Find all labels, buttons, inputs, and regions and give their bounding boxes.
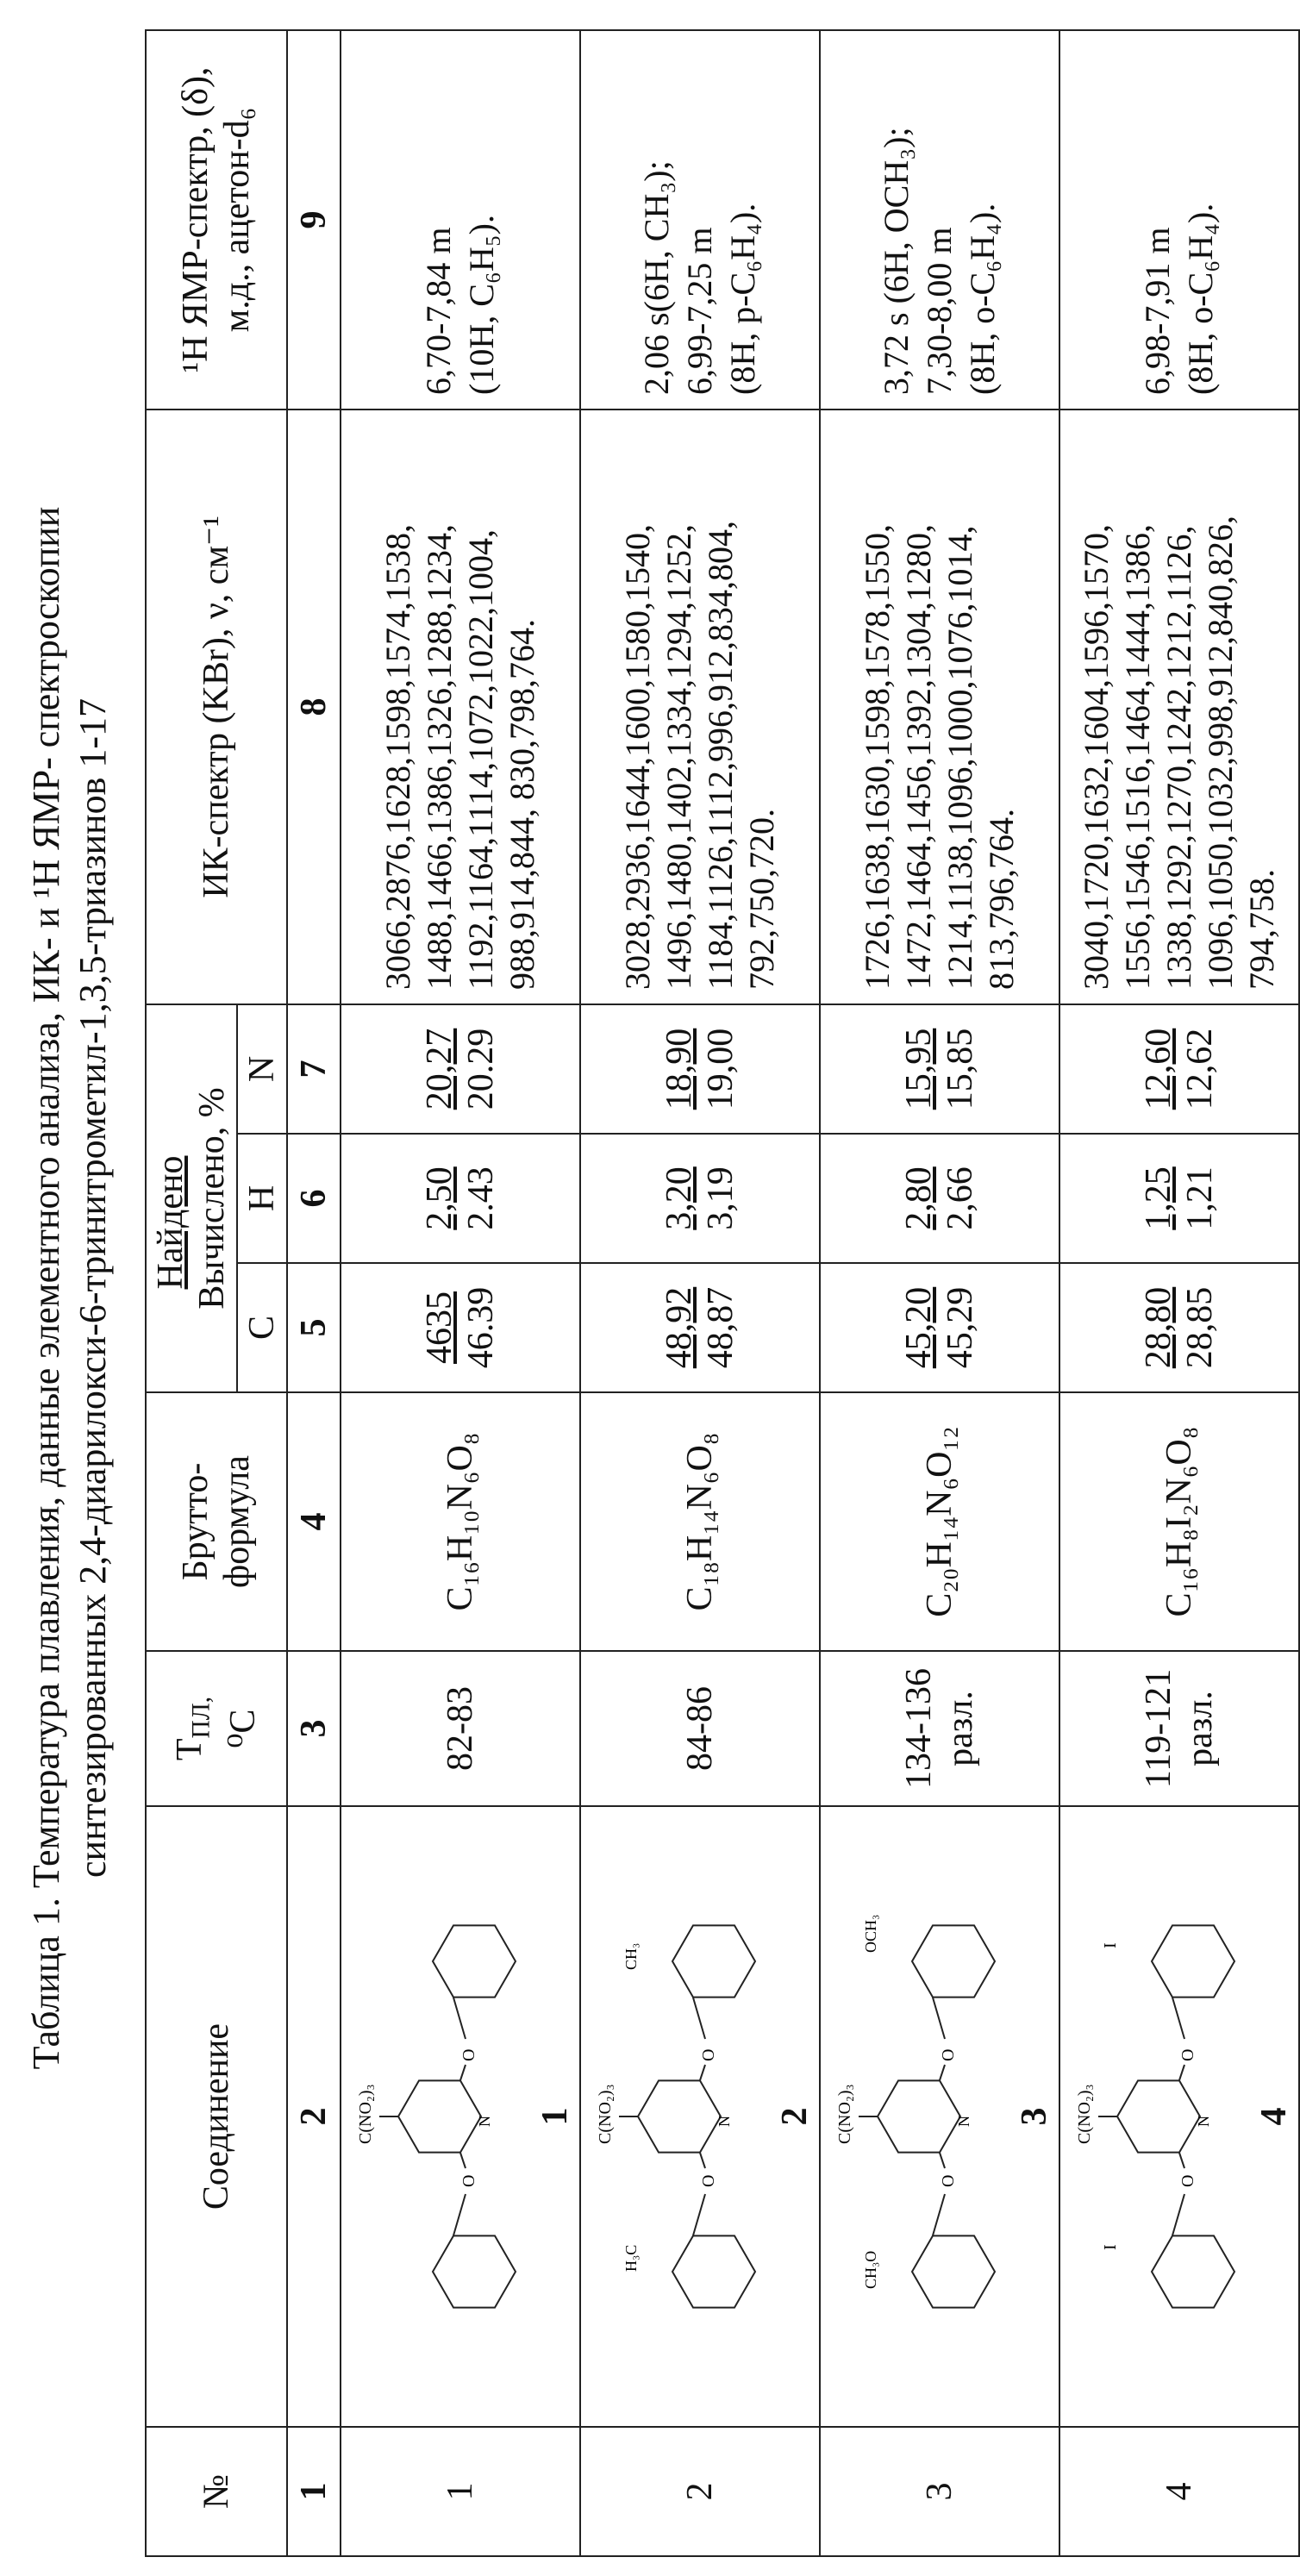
structure-diagram: [824, 1832, 1014, 2401]
compound-number: 4: [1254, 2108, 1294, 2126]
cell-h: [341, 1134, 580, 1263]
h-calc: 3,19: [701, 1166, 741, 1230]
h-calc: 1,21: [1180, 1166, 1220, 1230]
ir-line: 1472,1464,1456,1392,1304,1280,: [899, 524, 938, 990]
cell-c: [341, 1263, 580, 1392]
cell-h: [1059, 1134, 1299, 1263]
cell-structure: [1059, 1806, 1299, 2427]
c-calc: 48,87: [701, 1287, 741, 1369]
ir-line: 3066,2876,1628,1598,1574,1538,: [378, 524, 417, 990]
ir-line: 1496,1480,1402,1334,1294,1252,: [659, 524, 698, 990]
cell-no: 3: [820, 2427, 1059, 2556]
header-tpl-unit: ⁰С: [223, 1710, 263, 1748]
table-row: [820, 30, 1059, 2556]
cell-formula: C₁₈H₁₄N₆O₈: [580, 1392, 820, 1651]
ir-line: 1338,1292,1270,1242,1212,1126,: [1159, 525, 1198, 990]
col-number: 7: [287, 1004, 341, 1134]
cell-n: [820, 1004, 1059, 1134]
col-number: 9: [287, 30, 341, 410]
cell-ir: [341, 410, 580, 1004]
oxygen-label: O: [1178, 2175, 1197, 2187]
compound-number: 2: [775, 2108, 815, 2126]
triazine-n-label: N: [476, 2116, 493, 2127]
table-body: [341, 30, 1299, 2556]
oxygen-label: O: [459, 2049, 478, 2061]
col-number: 3: [287, 1651, 341, 1806]
oxygen-label: O: [939, 2175, 958, 2187]
table-caption-line-2: синтезированных 2,4-диарилокси-6-тринитрометил-1,3,5-триазинов 1-17: [71, 0, 116, 2576]
cell-h: [580, 1134, 820, 1263]
nmr-line: 6,98-7,91 m: [1138, 228, 1177, 395]
triazine-n-label: N: [955, 2116, 972, 2127]
table-caption-line-1: Таблица 1. Температура плавления, данные элементного анализа, ИК- и ¹Н ЯМР- спектроскопии: [24, 0, 69, 2576]
col-number: 6: [287, 1134, 341, 1263]
ir-line: 3028,2936,1644,1600,1580,1540,: [618, 524, 657, 990]
compound-number: 3: [1015, 2108, 1054, 2126]
trinitromethyl-label: C(NO₂)₃: [596, 2085, 615, 2145]
col-number: 8: [287, 410, 341, 1004]
substituent-label: H₃C: [622, 2245, 640, 2272]
c-calc: 28,85: [1180, 1287, 1220, 1369]
nmr-line: 2,06 s(6H, CH₃);: [637, 160, 676, 395]
nmr-line: 3,72 s (6H, OCH₃);: [877, 127, 916, 395]
substituent-label: OCH₃: [862, 1915, 879, 1953]
header-no: №: [146, 2427, 287, 2556]
triazine-n-label: N: [716, 2116, 733, 2127]
structure-diagram: [1064, 1832, 1253, 2401]
header-tpl-sub: ПЛ,: [188, 1697, 216, 1739]
header-h: Н: [237, 1134, 287, 1263]
col-number: 5: [287, 1263, 341, 1392]
nmr-line: 6,99-7,25 m: [680, 228, 719, 395]
cell-structure: [580, 1806, 820, 2427]
header-calc: Вычислено: [192, 1135, 232, 1310]
ir-line: 1488,1466,1386,1326,1288,1234,: [420, 524, 459, 990]
c-found: 28,80: [1139, 1287, 1178, 1369]
c-found: 48,92: [659, 1287, 699, 1369]
trinitromethyl-label: C(NO₂)₃: [1075, 2085, 1094, 2145]
nmr-line: (8H, o-C₆H₄).: [1181, 203, 1220, 395]
h-found: 1,25: [1139, 1166, 1178, 1230]
h-found: 2,80: [899, 1166, 939, 1230]
c-found: 4635: [420, 1291, 459, 1364]
header-n: N: [237, 1004, 287, 1134]
cell-n: [580, 1004, 820, 1134]
c-found: 45,20: [899, 1287, 939, 1369]
table-row: [341, 30, 580, 2556]
n-calc: 19,00: [701, 1029, 741, 1110]
n-calc: 12,62: [1180, 1029, 1220, 1110]
nmr-line: (10H, C₆H₅).: [462, 215, 501, 395]
rotated-page: [0, 0, 1262, 2576]
header-tpl-main: Т: [170, 1738, 209, 1760]
c-calc: 45,29: [941, 1287, 980, 1369]
substituent-label: CH₃: [622, 1943, 640, 1970]
cell-formula: C₁₆H₁₀N₆O₈: [341, 1392, 580, 1651]
n-found: 18,90: [659, 1029, 699, 1110]
table-row: [1059, 30, 1299, 2556]
cell-c: [1059, 1263, 1299, 1392]
ir-line: 1556,1546,1516,1464,1444,1386,: [1118, 524, 1157, 990]
header-formula: Брутто-формула: [146, 1392, 287, 1651]
cell-no: 2: [580, 2427, 820, 2556]
substituent-label: CH₃O: [862, 2251, 879, 2289]
header-tpl: [146, 1651, 287, 1806]
ir-line: 792,750,720.: [742, 809, 781, 990]
n-found: 15,95: [899, 1029, 939, 1110]
n-calc: 15,85: [941, 1029, 980, 1110]
header-nmr: ¹Н ЯМР-спектр, (δ), м.д., ацетон-d₆: [146, 30, 287, 410]
trinitromethyl-label: C(NO₂)₃: [835, 2085, 854, 2145]
header-c: С: [237, 1263, 287, 1392]
header-percent: , %: [192, 1087, 232, 1135]
cell-structure: [820, 1806, 1059, 2427]
cell-c: [580, 1263, 820, 1392]
cell-tpl: 134-136 разл.: [820, 1651, 1059, 1806]
cell-nmr: [1059, 30, 1299, 410]
cell-c: [820, 1263, 1059, 1392]
cell-structure: [341, 1806, 580, 2427]
substituent-label: I: [1101, 2244, 1120, 2250]
n-found: 12,60: [1139, 1029, 1178, 1110]
cell-h: [820, 1134, 1059, 1263]
col-number: 1: [287, 2427, 341, 2556]
nmr-line: (8H, p-C₆H₄).: [723, 203, 762, 395]
compound-number: 1: [535, 2108, 575, 2126]
ir-line: 1096,1050,1032,998,912,840,826,: [1201, 516, 1240, 990]
oxygen-label: O: [699, 2175, 718, 2187]
cell-n: [341, 1004, 580, 1134]
structure-diagram: [345, 1832, 534, 2401]
ir-line: 813,796,764.: [982, 809, 1021, 990]
cell-tpl: 82-83: [341, 1651, 580, 1806]
header-compound: Соединение: [146, 1806, 287, 2427]
oxygen-label: O: [699, 2049, 718, 2061]
oxygen-label: O: [1178, 2049, 1197, 2061]
cell-nmr: [341, 30, 580, 410]
cell-formula: C₁₆H₈I₂N₆O₈: [1059, 1392, 1299, 1651]
h-calc: 2,66: [941, 1166, 980, 1230]
c-calc: 46.39: [461, 1287, 501, 1369]
ir-line: 1726,1638,1630,1598,1578,1550,: [858, 524, 897, 990]
h-found: 2,50: [420, 1166, 459, 1230]
nmr-line: 6,70-7,84 m: [419, 228, 458, 395]
oxygen-label: O: [459, 2175, 478, 2187]
h-found: 3,20: [659, 1166, 699, 1230]
n-calc: 20.29: [461, 1029, 501, 1110]
triazine-n-label: N: [1195, 2116, 1212, 2127]
table-row: [580, 30, 820, 2556]
ir-line: 1192,1164,1114,1072,1022,1004,: [461, 529, 500, 990]
ir-line: 988,914,844, 830,798,764.: [503, 619, 541, 990]
ir-line: 794,758.: [1242, 869, 1281, 990]
cell-nmr: [820, 30, 1059, 410]
data-table: [145, 29, 1300, 2557]
substituent-label: I: [1101, 1942, 1120, 1948]
cell-n: [1059, 1004, 1299, 1134]
ir-line: 3040,1720,1632,1604,1596,1570,: [1077, 524, 1116, 990]
col-number: 4: [287, 1392, 341, 1651]
header-ir: ИК-спектр (KBr), ν, см⁻¹: [146, 410, 287, 1004]
nmr-line: (8H, o-C₆H₄).: [963, 203, 1002, 395]
header-found: Найдено: [151, 1156, 191, 1290]
n-found: 20,27: [420, 1029, 459, 1110]
cell-nmr: [580, 30, 820, 410]
col-number: 2: [287, 1806, 341, 2427]
cell-ir: [820, 410, 1059, 1004]
cell-tpl: 84-86: [580, 1651, 820, 1806]
cell-no: 4: [1059, 2427, 1299, 2556]
cell-tpl: 119-121 разл.: [1059, 1651, 1299, 1806]
structure-diagram: [584, 1832, 774, 2401]
h-calc: 2.43: [461, 1166, 501, 1230]
cell-formula: C₂₀H₁₄N₆O₁₂: [820, 1392, 1059, 1651]
cell-no: 1: [341, 2427, 580, 2556]
cell-ir: [1059, 410, 1299, 1004]
oxygen-label: O: [939, 2049, 958, 2061]
ir-line: 1184,1126,1112,996,912,834,804,: [701, 521, 740, 990]
trinitromethyl-label: C(NO₂)₃: [356, 2085, 375, 2145]
cell-ir: [580, 410, 820, 1004]
nmr-line: 7,30-8,00 m: [920, 228, 959, 395]
header-elemental: [146, 1004, 237, 1392]
ir-line: 1214,1138,1096,1000,1076,1014,: [941, 525, 979, 990]
